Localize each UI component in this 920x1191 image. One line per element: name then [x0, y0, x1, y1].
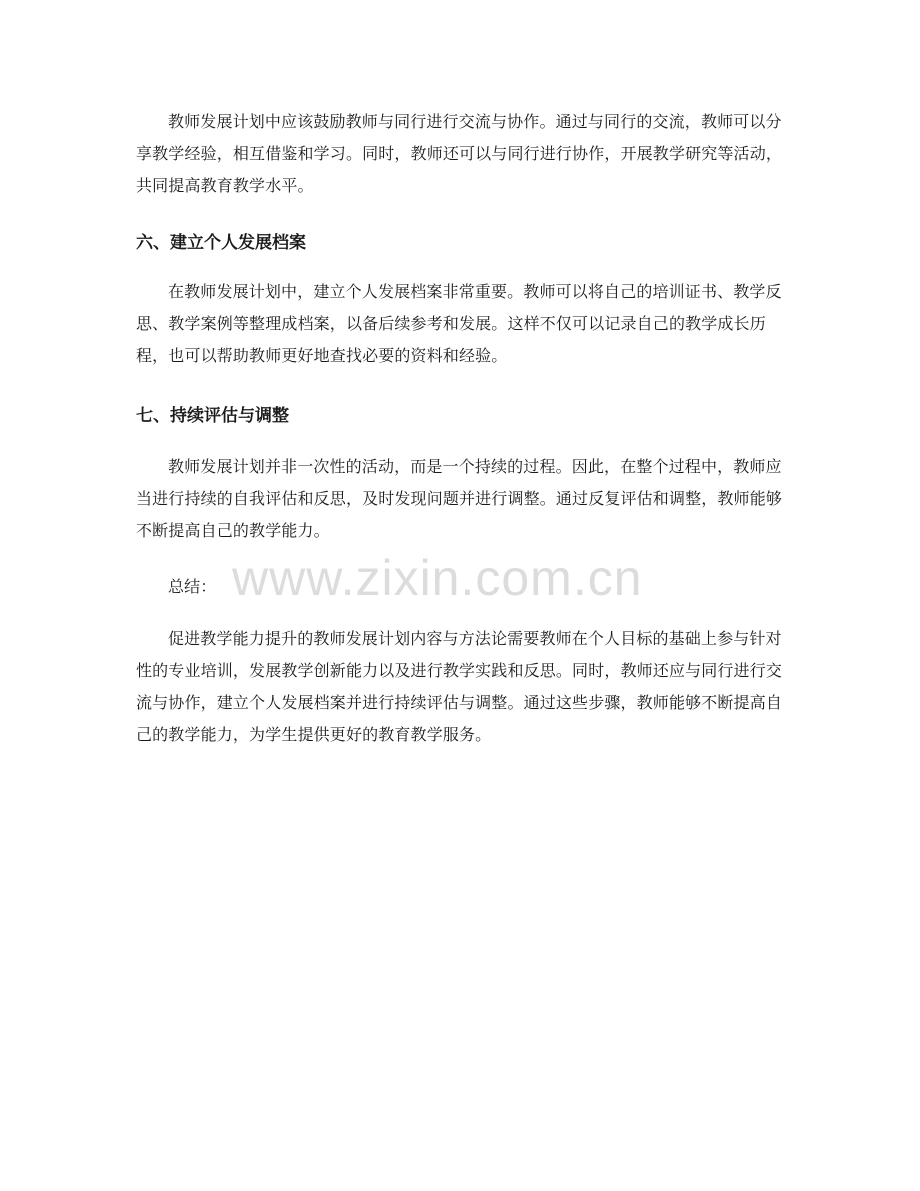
evaluation-section	[136, 451, 792, 547]
collaboration-section	[136, 106, 792, 202]
watermark: www.zixin.com.cn	[232, 550, 643, 606]
summary-section	[136, 623, 792, 751]
summary-label: 总结：	[168, 577, 217, 596]
section-heading-7: 七、持续评估与调整	[136, 406, 289, 426]
archive-section	[136, 276, 792, 372]
paragraph-evaluation: 教师发展计划并非一次性的活动，而是一个持续的过程。因此，在整个过程中，教师应当进行持续的自我评估和反思，及时发现问题并进行调整。通过反复评估和调整，教师能够不断提高自己的教学能力。	[136, 457, 783, 540]
section-heading-6: 六、建立个人发展档案	[136, 233, 306, 253]
paragraph-collaboration: 教师发展计划中应该鼓励教师与同行进行交流与协作。通过与同行的交流，教师可以分享教学经验，相互借鉴和学习。同时，教师还可以与同行进行协作，开展教学研究等活动，共同提高教育教学水平。	[136, 112, 783, 195]
paragraph-summary: 促进教学能力提升的教师发展计划内容与方法论需要教师在个人目标的基础上参与针对性的专业培训，发展教学创新能力以及进行教学实践和反思。同时，教师还应与同行进行交流与协作，建立个人发展档案并进行持续评估与调整。通过这些步骤，教师能够不断提高自己的教学能力，为学生提供更好的教育教学服务。	[136, 629, 783, 744]
paragraph-archive: 在教师发展计划中，建立个人发展档案非常重要。教师可以将自己的培训证书、教学反思、教学案例等整理成档案，以备后续参考和发展。这样不仅可以记录自己的教学成长历程，也可以帮助教师更好地查找必要的资料和经验。	[136, 282, 782, 365]
